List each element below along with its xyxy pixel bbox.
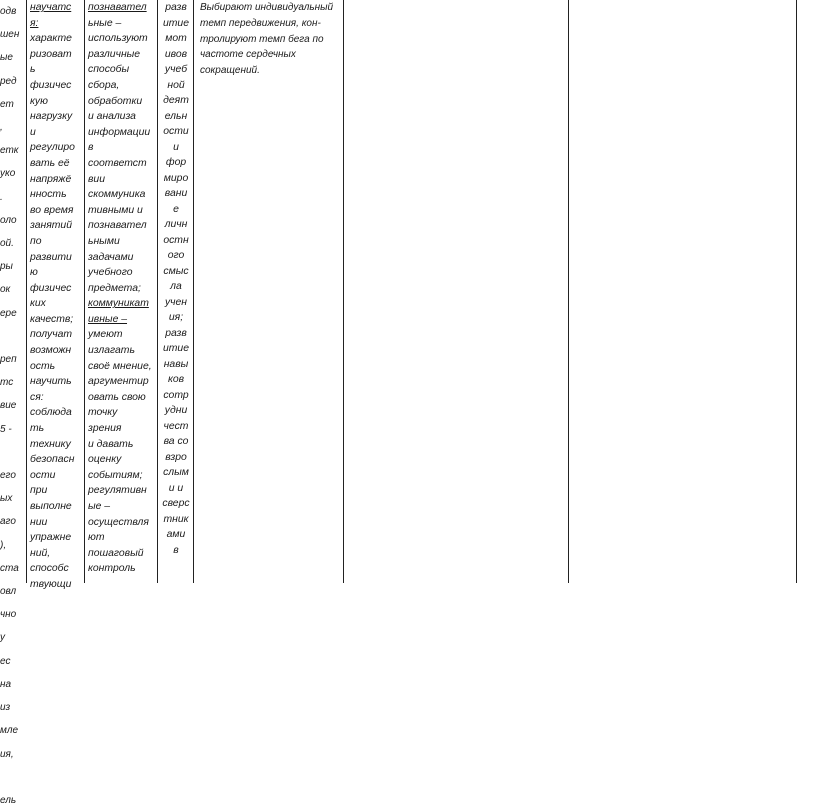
table-cell-personal-results xyxy=(161,0,191,583)
text-line: по xyxy=(30,235,42,247)
text-line: ивные – xyxy=(88,313,128,325)
text-line: в xyxy=(173,544,179,556)
text-line: аго xyxy=(0,516,16,528)
text-line: точку xyxy=(88,407,118,419)
text-line: тролируют темп бега по xyxy=(200,33,324,45)
text-line: темп передвижения, кон- xyxy=(200,17,321,29)
text-line: регулиро xyxy=(30,142,75,154)
text-line: итие xyxy=(163,17,189,29)
text-line: и давать xyxy=(88,438,134,450)
text-line: своё мнение, xyxy=(88,360,152,372)
text-line: чно xyxy=(0,609,17,621)
text-line: ые – xyxy=(88,501,111,512)
text-line: сверс xyxy=(162,498,190,509)
table-rule xyxy=(26,0,27,583)
text-line: мот xyxy=(165,33,187,44)
text-line: во время xyxy=(30,204,74,216)
table-cell-subject-results xyxy=(30,0,82,590)
table-cell-empty xyxy=(569,0,796,583)
table-rule xyxy=(193,0,194,583)
text-line: тивными и xyxy=(88,204,143,216)
text-line: ла xyxy=(170,281,182,292)
text-line: ры xyxy=(0,261,13,273)
text-line: и анализа xyxy=(88,111,136,123)
text-line: ков xyxy=(167,374,185,385)
text-line: контроль xyxy=(88,563,136,575)
text-line: аргументир xyxy=(88,376,149,388)
text-line: ть xyxy=(30,423,45,435)
text-line: ивов xyxy=(164,48,188,60)
text-line: регулятивн xyxy=(88,485,147,497)
text-line: ся: xyxy=(30,391,44,403)
text-line: шен xyxy=(0,29,20,41)
text-line xyxy=(0,766,19,789)
text-line: вии xyxy=(88,173,105,185)
text-line: качеств; xyxy=(30,313,74,325)
table-rule xyxy=(157,0,158,583)
text-line: е xyxy=(173,203,179,215)
text-line: реп xyxy=(0,354,17,366)
text-line xyxy=(0,325,19,348)
text-line: ок xyxy=(0,284,11,296)
text-line: ами xyxy=(166,529,186,540)
text-line: ого xyxy=(167,250,185,261)
text-line: ких xyxy=(30,298,46,310)
text-line xyxy=(0,441,19,464)
text-line: его xyxy=(0,470,16,482)
text-line: из xyxy=(0,702,11,714)
text-line: взро xyxy=(165,451,187,463)
text-line: событиям; xyxy=(88,469,143,481)
text-line: ной xyxy=(167,79,185,91)
text-line: вать её xyxy=(30,157,70,169)
text-line: и xyxy=(173,141,179,153)
table-cell-metasubject-results xyxy=(88,0,155,583)
text-line: деят xyxy=(163,95,189,106)
text-line: и и xyxy=(168,482,184,494)
text-line: задачами xyxy=(88,251,134,263)
text-line: сотр xyxy=(163,389,189,401)
text-line: способс xyxy=(30,563,69,575)
table-cell-empty xyxy=(344,0,568,583)
text-line: ), xyxy=(0,539,7,551)
text-line: скоммуника xyxy=(88,189,146,201)
text-line: оценку xyxy=(88,454,122,466)
text-line: познавател xyxy=(88,220,147,232)
text-line: пошаговый xyxy=(88,547,144,559)
text-line: чест xyxy=(163,420,189,432)
text-line: обработки xyxy=(88,95,143,107)
text-line: ьные – xyxy=(88,17,122,29)
text-line: различные xyxy=(88,48,141,60)
text-line: слым xyxy=(163,467,189,478)
text-line: ой. xyxy=(0,238,14,250)
text-line: ний, xyxy=(30,547,51,559)
text-line: познавател xyxy=(88,2,147,13)
text-line: разв xyxy=(165,327,187,339)
text-line: сбора, xyxy=(88,79,120,91)
table-cell-activities xyxy=(200,0,338,583)
text-line: характе xyxy=(30,33,72,45)
text-line: ста xyxy=(0,562,19,574)
text-line: используют xyxy=(88,33,148,45)
text-line: коммуникат xyxy=(88,298,149,310)
text-line: миро xyxy=(163,172,189,184)
text-line: нагрузку xyxy=(30,111,73,123)
text-line: упражне xyxy=(30,532,72,544)
text-line: фор xyxy=(165,157,187,168)
text-line: излагать xyxy=(88,345,135,357)
text-line: в xyxy=(88,142,94,154)
text-line: ред xyxy=(0,75,17,87)
text-line: тник xyxy=(163,513,189,525)
text-line: учебного xyxy=(88,267,133,279)
text-line: нии xyxy=(30,516,48,528)
text-line: уко xyxy=(0,168,16,180)
text-line: ель xyxy=(0,794,17,806)
text-line: етк xyxy=(0,145,19,157)
text-line: технику xyxy=(30,438,71,450)
text-line: умеют xyxy=(88,329,123,341)
text-line: учеб xyxy=(164,64,188,75)
text-line: ва со xyxy=(163,436,189,447)
text-line: развити xyxy=(30,251,72,263)
text-line: ые xyxy=(0,52,13,64)
text-line: предмета; xyxy=(88,282,141,294)
text-line: способы xyxy=(88,64,130,76)
text-line: навы xyxy=(163,358,189,370)
text-line: научить xyxy=(30,376,72,388)
text-line: овл xyxy=(0,586,17,598)
text-line: ьными xyxy=(88,235,120,247)
text-line: одв xyxy=(0,6,17,17)
text-line: личн xyxy=(164,219,188,230)
text-line: частоте сердечных xyxy=(200,49,296,61)
text-line: , xyxy=(0,122,3,134)
text-line: нность xyxy=(30,189,67,201)
text-line: итие xyxy=(163,343,189,354)
text-line: физичес xyxy=(30,79,72,91)
text-line: твующи xyxy=(30,578,72,590)
text-line: безопасн xyxy=(30,454,75,466)
text-line: учен xyxy=(164,296,188,308)
text-line: овать свою xyxy=(88,391,146,403)
text-line: получат xyxy=(30,329,73,341)
text-line: напряжё xyxy=(30,173,72,185)
text-line: . xyxy=(0,191,3,203)
text-line: остн xyxy=(163,234,189,246)
text-line: ют xyxy=(88,532,105,544)
text-line: ес xyxy=(0,655,11,667)
text-line: ере xyxy=(0,307,17,319)
text-line: физичес xyxy=(30,282,72,294)
text-line: 5 - xyxy=(0,423,12,435)
text-line: оло xyxy=(0,214,17,226)
text-line: у xyxy=(0,632,5,644)
text-line: ия, xyxy=(0,748,14,760)
text-line: при xyxy=(30,485,48,497)
table-rule xyxy=(796,0,797,583)
text-line: кую xyxy=(30,95,48,107)
text-line: ю xyxy=(30,267,38,279)
text-line: я: xyxy=(30,17,39,29)
text-line: ельн xyxy=(164,110,188,122)
text-line: тс xyxy=(0,377,14,389)
text-line: удни xyxy=(164,405,188,416)
text-line: ых xyxy=(0,493,13,505)
text-line: ия; xyxy=(168,312,184,323)
text-line: Выбирают индивидуальный xyxy=(200,2,334,13)
text-line: занятий xyxy=(30,220,72,232)
text-line: сокращений. xyxy=(200,65,260,77)
text-line: ости xyxy=(30,469,56,481)
text-line: зрения xyxy=(88,423,122,435)
text-line: соответст xyxy=(88,157,147,169)
text-line: выполне xyxy=(30,501,72,512)
text-line: ь xyxy=(30,64,36,76)
text-line: ость xyxy=(30,360,56,372)
table-cell-col0 xyxy=(0,0,20,806)
text-line: мле xyxy=(0,725,19,737)
text-line: возможн xyxy=(30,345,72,357)
text-line: и xyxy=(30,126,36,138)
text-line: вие xyxy=(0,400,17,412)
text-line: ости xyxy=(163,126,189,137)
text-line: ризоват xyxy=(30,48,72,60)
text-line: ет xyxy=(0,98,14,110)
text-line: научатс xyxy=(30,2,72,13)
text-line: смыс xyxy=(163,265,189,277)
text-line: соблюда xyxy=(30,407,72,419)
text-line: разв xyxy=(165,2,187,13)
text-line: информации xyxy=(88,126,151,138)
text-line: вани xyxy=(164,188,188,199)
text-line: осуществля xyxy=(88,516,149,528)
table-rule xyxy=(84,0,85,583)
text-line: на xyxy=(0,678,12,690)
